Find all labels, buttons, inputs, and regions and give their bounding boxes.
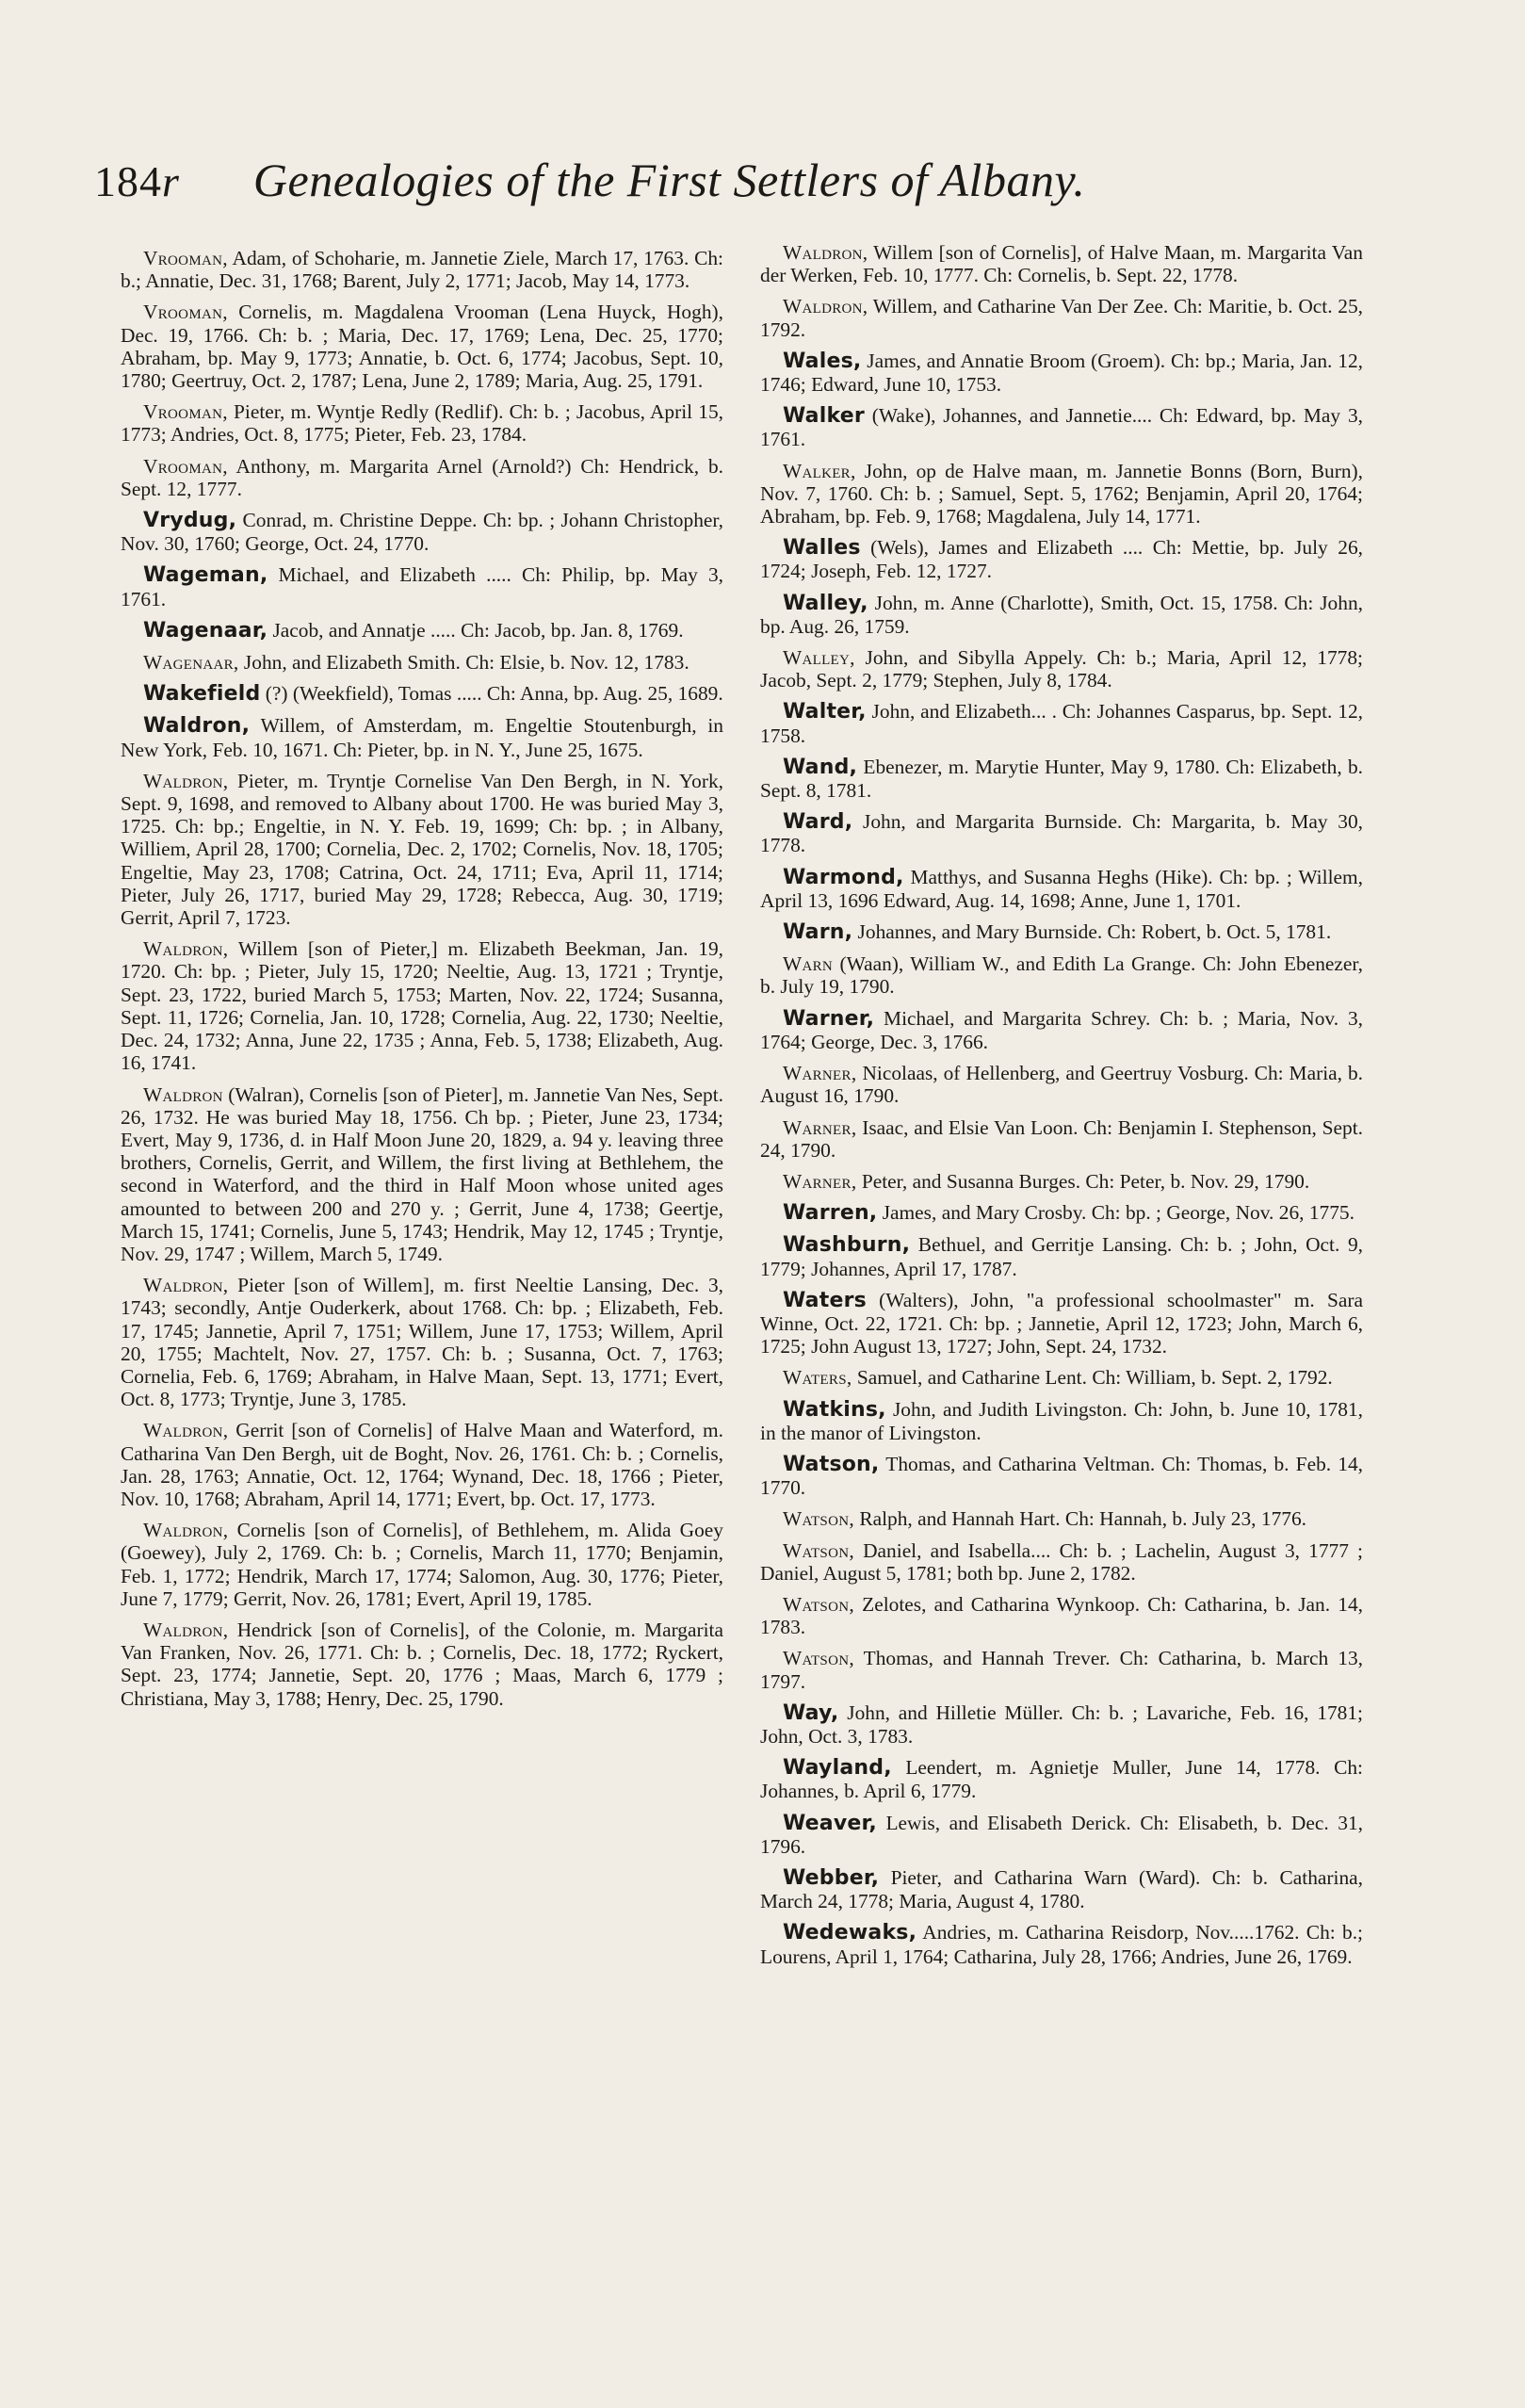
entry-text: Michael, and Margarita Schrey. Ch: b. ; Maria, Nov. 3, 1764; George, Dec. 3, 1766.: [760, 1006, 1363, 1053]
genealogy-entry: [121, 1419, 723, 1510]
genealogy-entry: [760, 1756, 1363, 1802]
entry-text: (Walran), Cornelis [son of Pieter], m. Jannetie Van Nes, Sept. 26, 1732. He was buried May 18, 1756. Ch bp. ; Pieter, June 23, 1734; Evert, May 9, 1736, d. in Half Moon June 20, 1829, a. 94 y. leaving three brothers, Cornelis, Gerrit, and Willem, the first living at Bethlehem, the second in Waterford, and the third in Half Moon whose united ages amounted to between 200 and 270 y. ; Gerrit, June 4, 1738; Geertje, March 15, 1741; Cornelis, June 5, 1743; Hendrik, May 12, 1745 ; Tryntje, Nov. 29, 1747 ; Willem, March 5, 1749.: [121, 1082, 723, 1265]
entry-text: John, and Sibylla Appely. Ch: b.; Maria, April 12, 1778; Jacob, Sept. 2, 1779; Stephen, July 8, 1784.: [760, 646, 1363, 692]
entry-text: Hendrick [son of Cornelis], of the Colonie, m. Margarita Van Franken, Nov. 26, 1771. Ch: b. ; Cornelis, Dec. 18, 1772; Ryckert, Sept. 23, 1774; Jannetie, Sept. 20, 1776 ; Maas, March 6, 1779 ; Christiana, May 3, 1788; Henry, Dec. 25, 1790.: [121, 1618, 723, 1710]
entry-text: Samuel, and Catharine Lent. Ch: William, b. Sept. 2, 1792.: [852, 1366, 1333, 1390]
surname: Waldron,: [143, 1419, 229, 1442]
left-column: [121, 247, 723, 1718]
entry-text: Nicolaas, of Hellenberg, and Geertruy Vosburg. Ch: Maria, b. August 16, 1790.: [760, 1062, 1363, 1108]
surname: Way,: [783, 1700, 839, 1725]
surname: Waldron,: [143, 1618, 229, 1641]
genealogy-entry: [760, 1366, 1363, 1389]
genealogy-entry: [760, 1233, 1363, 1279]
entry-text: Ralph, and Hannah Hart. Ch: Hannah, b. July 23, 1776.: [853, 1507, 1307, 1531]
entry-text: Jacob, and Annatje ..... Ch: Jacob, bp. Jan. 8, 1769.: [268, 618, 684, 642]
entry-text: Andries, m. Catharina Reisdorp, Nov.....1762. Ch: b.; Lourens, April 1, 1764; Catharina, July 28, 1766; Andries, June 26, 1769.: [760, 1921, 1363, 1968]
genealogy-entry: [760, 1170, 1363, 1193]
entry-text: James, and Annatie Broom (Groem). Ch: bp.; Maria, Jan. 12, 1746; Edward, June 10, 1753.: [760, 349, 1363, 397]
surname: Waters,: [783, 1366, 852, 1390]
surname: Watson,: [783, 1538, 854, 1562]
entry-text: Peter, and Susanna Burges. Ch: Peter, b. Nov. 29, 1790.: [856, 1169, 1310, 1193]
entry-text: Cornelis, m. Magdalena Vrooman (Lena Huyck, Hogh), Dec. 19, 1766. Ch: b. ; Maria, Dec. 17, 1769; Lena, Dec. 25, 1770; Abraham, bp. May 9, 1773; Annatie, b. Oct. 6, 1774; Jacobus, Sept. 10, 1780; Geertruy, Oct. 2, 1787; Lena, June 2, 1789; Maria, Aug. 25, 1791.: [121, 301, 723, 393]
entry-text: Pieter, m. Tryntje Cornelise Van Den Bergh, in N. York, Sept. 9, 1698, and removed to Albany about 1700. He was buried May 3, 1725. Ch: bp.; Engeltie, in N. Y. Feb. 19, 1699; Ch: bp. ; in Albany, Williem, April 28, 1700; Cornelia, Dec. 2, 1702; Cornelis, Nov. 18, 1705; Engeltie, May 23, 1708; Catrina, Oct. 24, 1711; Eva, April 11, 1714; Pieter, July 26, 1717, buried May 29, 1728; Rebecca, Aug. 30, 1719; Gerrit, April 7, 1723.: [121, 769, 723, 930]
right-column: [760, 241, 1363, 1977]
genealogy-entry: [121, 937, 723, 1074]
surname: Warner,: [783, 1169, 857, 1193]
surname: Waldron,: [143, 937, 229, 961]
genealogy-entry: [121, 714, 723, 760]
genealogy-entry: [760, 241, 1363, 286]
genealogy-entry: [760, 866, 1363, 912]
genealogy-entry: [121, 455, 723, 500]
surname: Wayland,: [783, 1756, 892, 1781]
entry-text: Pieter [son of Willem], m. first Neeltie Lansing, Dec. 3, 1743; secondly, Antje Ouderkerk, about 1768. Ch: bp. ; Elizabeth, Feb. 17, 1745; Jannetie, April 7, 1751; Willem, June 17, 1753; Willem, April 20, 1755; Machtelt, Nov. 27, 1757. Ch: b. ; Susanna, Oct. 7, 1763; Cornelia, Feb. 6, 1769; Abraham, in Halve Maan, Sept. 13, 1771; Evert, Oct. 8, 1773; Tryntje, June 3, 1785.: [121, 1274, 723, 1411]
surname: Wagenaar,: [143, 651, 239, 675]
surname: Waldron,: [143, 769, 229, 792]
surname: Vrooman,: [143, 454, 228, 478]
entry-text: Michael, and Elizabeth ..... Ch: Philip, bp. May 3, 1761.: [121, 563, 723, 610]
genealogy-entry: [760, 592, 1363, 638]
surname: Walley,: [783, 646, 855, 670]
genealogy-entry: [121, 400, 723, 446]
surname: Washburn,: [783, 1233, 911, 1258]
surname: Waldron,: [143, 1519, 229, 1542]
genealogy-entry: [760, 350, 1363, 396]
entry-text: Leendert, m. Agnietje Muller, June 14, 1778. Ch: Johannes, b. April 6, 1779.: [760, 1756, 1363, 1803]
surname: Warn,: [783, 920, 853, 945]
entry-text: Willem, and Catharine Van Der Zee. Ch: Maritie, b. Oct. 25, 1792.: [760, 295, 1363, 341]
entry-text: Adam, of Schoharie, m. Jannetie Ziele, March 17, 1763. Ch: b.; Annatie, Dec. 31, 1768; Barent, July 2, 1771; Jacob, May 14, 1773.: [121, 247, 723, 293]
entry-text: Lewis, and Elisabeth Derick. Ch: Elisabeth, b. Dec. 31, 1796.: [760, 1811, 1363, 1858]
entry-text: John, and Elizabeth Smith. Ch: Elsie, b. Nov. 12, 1783.: [238, 651, 689, 675]
surname: Watson,: [783, 1592, 854, 1616]
entry-text: Gerrit [son of Cornelis] of Halve Maan and Waterford, m. Catharina Van Den Bergh, uit de Boght, Nov. 26, 1761. Ch: b. ; Cornelis, Jan. 28, 1763; Annatie, Oct. 12, 1764; Wynand, Dec. 18, 1766 ; Pieter, Nov. 10, 1768; Abraham, April 14, 1771; Evert, bp. Oct. 17, 1773.: [121, 1419, 723, 1510]
entry-text: James, and Mary Crosby. Ch: bp. ; George, Nov. 26, 1775.: [877, 1201, 1355, 1225]
genealogy-entry: [760, 1647, 1363, 1692]
entry-text: Pieter, m. Wyntje Redly (Redlif). Ch: b. ; Jacobus, April 15, 1773; Andries, Oct. 8, 1775; Pieter, Feb. 23, 1784.: [121, 400, 723, 447]
surname: Walter,: [783, 700, 867, 724]
genealogy-entry: [760, 646, 1363, 691]
surname: Watson,: [783, 1647, 854, 1670]
entry-text: Conrad, m. Christine Deppe. Ch: bp. ; Johann Christopher, Nov. 30, 1760; George, Oct. 24, 1770.: [121, 509, 723, 556]
genealogy-entry: [760, 700, 1363, 746]
entry-text: (?) (Weekfield), Tomas ..... Ch: Anna, bp. Aug. 25, 1689.: [260, 682, 723, 706]
genealogy-entry: [760, 756, 1363, 802]
surname: Warn: [783, 952, 834, 976]
surname: Warner,: [783, 1006, 875, 1031]
genealogy-entry: [760, 1062, 1363, 1107]
genealogy-entry: [760, 1866, 1363, 1912]
surname: Waldron,: [783, 241, 868, 264]
entry-text: Willem, of Amsterdam, m. Engeltie Stoutenburgh, in New York, Feb. 10, 1671. Ch: Pieter, bp. in N. Y., June 25, 1675.: [121, 714, 723, 761]
surname: Warner,: [783, 1062, 857, 1085]
genealogy-entry: [121, 247, 723, 292]
entry-text: Anthony, m. Margarita Arnel (Arnold?) Ch: Hendrick, b. Sept. 12, 1777.: [121, 454, 723, 500]
genealogy-entry: [760, 1921, 1363, 1967]
genealogy-entry: [121, 1274, 723, 1410]
surname: Waldron,: [143, 714, 251, 739]
entry-text: Johannes, and Mary Burnside. Ch: Robert, b. Oct. 5, 1781.: [852, 920, 1332, 944]
surname: Warmond,: [783, 865, 904, 889]
entry-text: Pieter, and Catharina Warn (Ward). Ch: b. Catharina, March 24, 1778; Maria, August 4, 1780.: [760, 1865, 1363, 1913]
surname: Warner,: [783, 1115, 857, 1139]
surname: Watkins,: [783, 1397, 886, 1422]
genealogy-entry: [760, 1812, 1363, 1858]
surname: Walles: [783, 536, 861, 561]
entry-text: Bethuel, and Gerritje Lansing. Ch: b. ; John, Oct. 9, 1779; Johannes, April 17, 1787.: [760, 1233, 1363, 1280]
entry-text: Isaac, and Elsie Van Loon. Ch: Benjamin I. Stephenson, Sept. 24, 1790.: [760, 1115, 1363, 1162]
surname: Warren,: [783, 1201, 878, 1226]
surname: Wakefield: [143, 682, 261, 707]
entry-text: Zelotes, and Catharina Wynkoop. Ch: Catharina, b. Jan. 14, 1783.: [760, 1592, 1363, 1639]
genealogy-entry: [760, 1539, 1363, 1585]
surname: Wagenaar,: [143, 618, 268, 643]
entry-text: Willem [son of Cornelis], of Halve Maan, m. Margarita Van der Werken, Feb. 10, 1777. Ch: Cornelis, b. Sept. 22, 1778.: [760, 241, 1363, 287]
surname: Vrooman,: [143, 301, 228, 324]
genealogy-entry: [121, 563, 723, 610]
entry-text: John, op de Halve maan, m. Jannetie Bonns (Born, Burn), Nov. 7, 1760. Ch: b. ; Samuel, Sept. 5, 1762; Benjamin, April 20, 1764; Abraham, bp. Feb. 9, 1768; Magdalena, July 14, 1771.: [760, 459, 1363, 529]
genealogy-entry: [760, 1007, 1363, 1053]
entry-text: John, and Margarita Burnside. Ch: Margarita, b. May 30, 1778.: [760, 810, 1363, 857]
surname: Waldron,: [783, 295, 868, 318]
genealogy-entry: [760, 1289, 1363, 1359]
entry-text: John, m. Anne (Charlotte), Smith, Oct. 15, 1758. Ch: John, bp. Aug. 26, 1759.: [760, 591, 1363, 638]
entry-text: Thomas, and Catharina Veltman. Ch: Thomas, b. Feb. 14, 1770.: [760, 1452, 1363, 1500]
entry-text: John, and Judith Livingston. Ch: John, b. June 10, 1781, in the manor of Livingston.: [760, 1397, 1363, 1444]
surname: Weaver,: [783, 1811, 877, 1835]
page-header: [94, 153, 1432, 219]
surname: Webber,: [783, 1865, 880, 1890]
surname: Vrooman,: [143, 247, 228, 269]
entry-text: Cornelis [son of Cornelis], of Bethlehem, m. Alida Goey (Goewey), July 2, 1769. Ch: b. ; Cornelis, March 11, 1770; Benjamin, Feb. 1, 1772; Hendrik, March 17, 1774; Salomon, Aug. 30, 1776; Pieter, June 7, 1779; Gerrit, Nov. 26, 1781; Evert, April 19, 1785.: [121, 1519, 723, 1610]
genealogy-entry: [760, 460, 1363, 529]
surname: Walker: [783, 404, 865, 429]
genealogy-entry: [121, 1083, 723, 1266]
genealogy-entry: [121, 651, 723, 674]
entry-text: (Walters), John, "a professional schoolmaster" m. Sara Winne, Oct. 22, 1721. Ch: bp. ; Jannetie, April 12, 1723; John, March 6, 1725; John August 13, 1727; John, Sept. 24, 1732.: [760, 1288, 1363, 1359]
genealogy-entry: [121, 1519, 723, 1610]
genealogy-entry: [760, 536, 1363, 582]
surname: Watson,: [783, 1452, 880, 1476]
genealogy-entry: [121, 619, 723, 643]
genealogy-entry: [760, 404, 1363, 450]
entry-text: Thomas, and Hannah Trever. Ch: Catharina, b. March 13, 1797.: [760, 1647, 1363, 1693]
genealogy-entry: [121, 301, 723, 392]
genealogy-entry: [760, 1453, 1363, 1499]
genealogy-entry: [121, 682, 723, 706]
entry-text: John, and Hilletie Müller. Ch: b. ; Lavariche, Feb. 16, 1781; John, Oct. 3, 1783.: [760, 1700, 1363, 1748]
genealogy-entry: [760, 1398, 1363, 1444]
surname: Walley,: [783, 591, 868, 615]
genealogy-entry: [760, 295, 1363, 340]
page-number: 184r: [94, 157, 180, 205]
surname: Vrydug,: [143, 509, 237, 533]
genealogy-entry: [760, 1116, 1363, 1162]
genealogy-entry: [760, 810, 1363, 856]
surname: Wand,: [783, 755, 858, 779]
genealogy-entry: [121, 770, 723, 929]
entry-text: Matthys, and Susanna Heghs (Hike). Ch: bp. ; Willem, April 13, 1696 Edward, Aug. 14, 1698; Anne, June 1, 1701.: [760, 865, 1363, 912]
surname: Wedewaks,: [783, 1921, 917, 1945]
genealogy-entry: [121, 1619, 723, 1710]
genealogy-entry: [760, 920, 1363, 944]
page-title: Genealogies of the First Settlers of Albany.: [252, 154, 1086, 206]
entry-text: Willem [son of Pieter,] m. Elizabeth Beekman, Jan. 19, 1720. Ch: bp. ; Pieter, July 15, 1720; Neeltie, Aug. 13, 1721 ; Tryntje, Sept. 23, 1722, buried March 5, 1753; Marten, Nov. 22, 1724; Susanna, Sept. 11, 1726; Cornelia, Jan. 10, 1728; Cornelia, Aug. 22, 1730; Neeltie, Dec. 24, 1732; Anna, June 22, 1735 ; Anna, Feb. 5, 1738; Elizabeth, Aug. 16, 1741.: [121, 937, 723, 1075]
surname: Waldron: [143, 1082, 223, 1106]
entry-text: Ebenezer, m. Marytie Hunter, May 9, 1780. Ch: Elizabeth, b. Sept. 8, 1781.: [760, 755, 1363, 803]
surname: Ward,: [783, 810, 853, 835]
entry-text: (Wels), James and Elizabeth .... Ch: Mettie, bp. July 26, 1724; Joseph, Feb. 12, 1727.: [760, 536, 1363, 583]
genealogy-entry: [121, 509, 723, 555]
surname: Waters: [783, 1288, 867, 1312]
entry-text: Daniel, and Isabella.... Ch: b. ; Lachelin, August 3, 1777 ; Daniel, August 5, 1781; both bp. June 2, 1782.: [760, 1538, 1363, 1585]
surname: Watson,: [783, 1507, 854, 1531]
surname: Vrooman,: [143, 400, 228, 424]
surname: Waldron,: [143, 1274, 229, 1297]
entry-text: (Waan), William W., and Edith La Grange. Ch: John Ebenezer, b. July 19, 1790.: [760, 952, 1363, 999]
entry-text: John, and Elizabeth... . Ch: Johannes Casparus, bp. Sept. 12, 1758.: [760, 700, 1363, 747]
genealogy-entry: [760, 1593, 1363, 1638]
genealogy-entry: [760, 952, 1363, 998]
surname: Wales,: [783, 349, 862, 373]
surname: Walker,: [783, 459, 856, 482]
entry-text: (Wake), Johannes, and Jannetie.... Ch: Edward, bp. May 3, 1761.: [760, 404, 1363, 451]
genealogy-entry: [760, 1701, 1363, 1748]
surname: Wageman,: [143, 563, 268, 588]
genealogy-entry: [760, 1507, 1363, 1530]
genealogy-entry: [760, 1201, 1363, 1225]
